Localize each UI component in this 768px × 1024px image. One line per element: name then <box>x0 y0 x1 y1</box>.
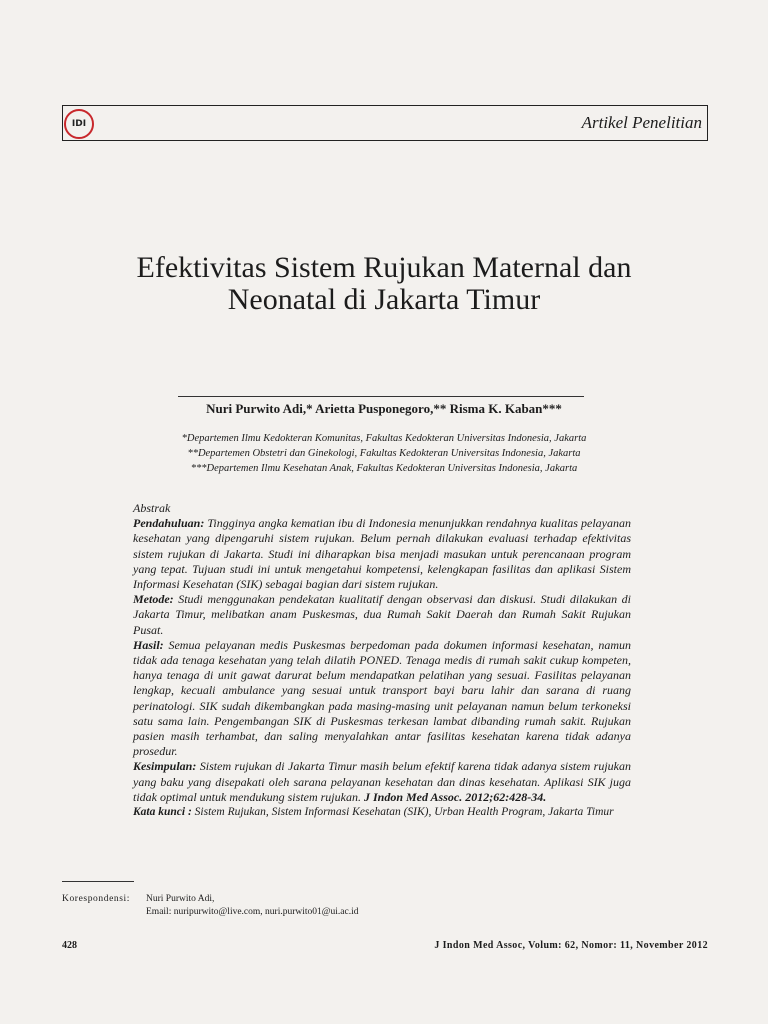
hasil-text: Semua pelayanan medis Puskesmas berpedoman pada dokumen informasi kesehatan, namun tidak ada tenaga kesehatan yang telah dilatih PONED. Tenaga medis di rumah sakit cukup kompeten, hanya tenaga di unit gawat darurat belum mendapatkan pelatihan yang sesuai. Fasilitas pelayanan lengkap, kecuali ambulance yang sesuai untuk transport bayi baru lahir dan sarana di ruang perinatologi. SIK sudah dikembangkan pada masing-masing unit pelayanan namun belum terkoneksi satu sama lain. Pengembangan SIK di Puskesmas terkesan lambat dibanding rumah sakit. Rujukan pasien masih terhambat, dan saling menyalahkan antar fasilitas kesehatan karena tidak adanya prosedur. <box>133 637 631 759</box>
abstract-kesimpulan <box>133 759 631 805</box>
metode-label: Metode: <box>133 592 174 607</box>
logo-text: IDI <box>71 119 87 129</box>
affiliation-3: ***Departemen Ilmu Kesehatan Anak, Fakultas Kedokteran Universitas Indonesia, Jakarta <box>190 463 578 474</box>
affiliation-2: **Departemen Obstetri dan Ginekologi, Fakultas Kedokteran Universitas Indonesia, Jakarta <box>187 448 581 459</box>
idi-logo-icon <box>64 109 94 139</box>
pendahuluan-text: Tingginya angka kematian ibu di Indonesia menunjukkan rendahnya kualitas pelayanan kesehatan yang dipengaruhi sistem rujukan. Belum pernah dilakukan evaluasi terhadap efektivitas sistem rujukan di Jakarta. Studi ini diharapkan bisa menjadi masukan untuk perencanaan program yang tepat. Tujuan studi ini untuk mengetahui kompetensi, kelengkapan fasilitas dan aplikasi Sistem Informasi Kesehatan (SIK) sebagai bagian dari sistem rujukan. <box>133 516 632 592</box>
title-line-1: Efektivitas Sistem Rujukan Maternal dan <box>136 251 632 284</box>
correspondence-email: Email: nuripurwito@live.com, nuri.purwito01@ui.ac.id <box>146 907 359 917</box>
citation: J Indon Med Assoc. 2012;62:428-34. <box>363 789 547 804</box>
metode-text: Studi menggunakan pendekatan kualitatif dengan observasi dan diskusi. Studi dilakukan di Jakarta Timur, melibatkan anam Puskesmas, dua Rumah Sakit Daerah dan Rumah Sakit Rujukan Pusat. <box>133 592 632 637</box>
affiliations <box>60 431 708 476</box>
section-label: Artikel Penelitian <box>581 113 702 132</box>
correspondence-line-1 <box>62 893 358 906</box>
kata-kunci-label: Kata kunci : <box>133 806 192 819</box>
kesimpulan-label: Kesimpulan: <box>133 759 197 774</box>
correspondence-name: Nuri Purwito Adi, <box>146 894 215 904</box>
abstract-pendahuluan <box>133 516 631 592</box>
kata-kunci-text: Sistem Rujukan, Sistem Informasi Kesehatan (SIK), Urban Health Program, Jakarta Timur <box>194 806 614 819</box>
page-number: 428 <box>62 940 77 951</box>
correspondence <box>62 893 358 919</box>
abstract <box>133 501 631 820</box>
affiliation-1: *Departemen Ilmu Kedokteran Komunitas, Fakultas Kedokteran Universitas Indonesia, Jakarta <box>181 433 587 444</box>
title-line-2: Neonatal di Jakarta Timur <box>227 283 541 316</box>
abstract-keywords <box>133 805 631 820</box>
authors: Nuri Purwito Adi,* Arietta Pusponegoro,** Risma K. Kaban*** <box>206 401 562 416</box>
pendahuluan-label: Pendahuluan: <box>133 516 205 531</box>
authors-rule <box>178 396 584 397</box>
footnote-rule <box>62 881 134 882</box>
hasil-label: Hasil: <box>133 637 164 652</box>
abstract-metode <box>133 592 631 638</box>
kesimpulan-text: Sistem rujukan di Jakarta Timur masih belum efektif karena tidak adanya sistem rujukan yang baku yang disepakati oleh sarana pelayanan kesehatan dan dinas kesehatan. Aplikasi SIK juga tidak optimal untuk mendukung sistem rujukan. <box>133 759 631 804</box>
correspondence-label: Korespondensi: <box>62 894 131 904</box>
article-title <box>60 252 708 316</box>
abstract-heading: Abstrak <box>133 501 171 515</box>
abstract-hasil <box>133 638 631 760</box>
journal-info: J Indon Med Assoc, Volum: 62, Nomor: 11, November 2012 <box>434 940 708 951</box>
